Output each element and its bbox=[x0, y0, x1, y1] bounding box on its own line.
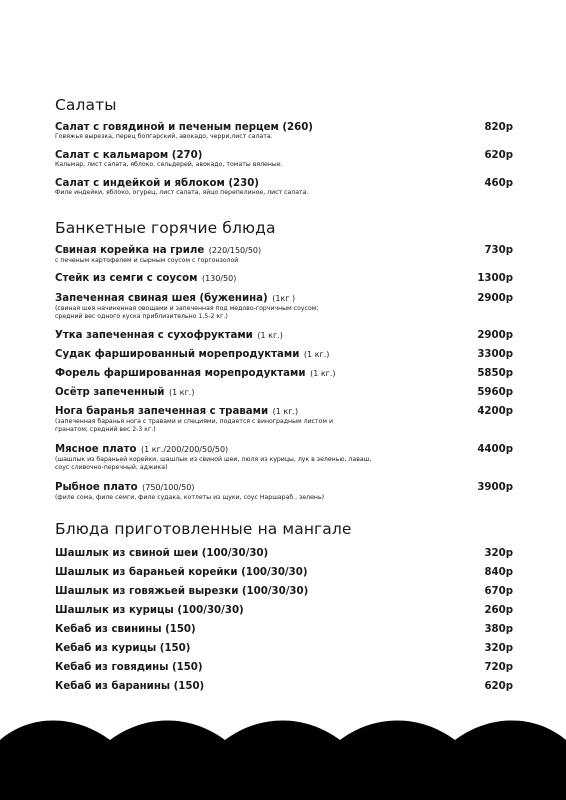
menu-item bbox=[55, 604, 513, 619]
menu-item bbox=[55, 566, 513, 581]
item-price: 840р bbox=[484, 567, 513, 578]
menu-item bbox=[55, 642, 513, 657]
item-description: Говяжья вырезка, перец болгарский, авокадо, черри,лист салата. bbox=[55, 133, 273, 140]
item-name bbox=[55, 481, 194, 494]
item-weight: (130/50) bbox=[199, 274, 237, 283]
item-price: 2900р bbox=[477, 330, 513, 341]
item-price: 4400р bbox=[477, 444, 513, 455]
menu-item bbox=[55, 661, 513, 676]
menu-item bbox=[55, 623, 513, 638]
item-price: 620р bbox=[484, 681, 513, 692]
item-name: Кебаб из свинины (150) bbox=[55, 624, 196, 635]
menu-item bbox=[55, 244, 513, 265]
item-description: (запеченная баранья нога с травами и специями, подается с виноградным листом и гранатом; средний вес 2-3 кг.) bbox=[55, 418, 334, 434]
item-price: 3300р bbox=[477, 349, 513, 360]
section-title-banquet-hot: Банкетные горячие блюда bbox=[55, 219, 276, 237]
item-price: 380р bbox=[484, 624, 513, 635]
item-name bbox=[55, 244, 261, 257]
item-price: 320р bbox=[484, 643, 513, 654]
item-weight: (1 кг.) bbox=[166, 388, 195, 397]
item-title: Стейк из семги с соусом bbox=[55, 273, 198, 284]
item-price: 670р bbox=[484, 586, 513, 597]
item-title: Мясное плато bbox=[55, 444, 137, 455]
item-name: Шашлык из бараньей корейки (100/30/30) bbox=[55, 567, 308, 578]
item-price: 720р bbox=[484, 662, 513, 673]
menu-item bbox=[55, 177, 513, 197]
item-description: (свиная шея начиненная овощами и запеченная под медово-горчичным соусом; средний вес одного куска приблизительно 1,5-2 кг.) bbox=[55, 305, 319, 321]
item-name bbox=[55, 292, 295, 305]
item-name bbox=[55, 329, 283, 342]
menu-item bbox=[55, 329, 513, 344]
item-price: 730р bbox=[484, 245, 513, 256]
item-weight: (750/100/50) bbox=[139, 483, 195, 492]
item-description: с печеным картофелем и сырным соусом с горгонзолой bbox=[55, 257, 239, 264]
section-title-grill: Блюда приготовленные на мангале bbox=[55, 520, 352, 538]
item-title: Запеченная свиная шея (буженина) bbox=[55, 293, 268, 304]
item-title: Утка запеченная с сухофруктами bbox=[55, 330, 253, 341]
item-title: Нога баранья запеченная с травами bbox=[55, 406, 269, 417]
item-name: Салат с говядиной и печеным перцем (260) bbox=[55, 122, 313, 133]
item-name bbox=[55, 405, 298, 418]
item-name: Кебаб из курицы (150) bbox=[55, 643, 191, 654]
item-price: 1300р bbox=[477, 273, 513, 284]
item-name: Шашлык из свиной шеи (100/30/30) bbox=[55, 548, 269, 559]
item-name bbox=[55, 348, 329, 361]
item-price: 3900р bbox=[477, 482, 513, 493]
item-description: Филе индейки, яблоко, огурец, лист салата, яйцо перепелиное, лист салата. bbox=[55, 189, 309, 196]
item-price: 820р bbox=[484, 122, 513, 133]
item-price: 320р bbox=[484, 548, 513, 559]
item-price: 460р bbox=[484, 178, 513, 189]
item-weight: (1 кг.) bbox=[301, 350, 330, 359]
menu-item bbox=[55, 405, 513, 435]
item-name: Салат с кальмаром (270) bbox=[55, 150, 203, 161]
menu-item bbox=[55, 585, 513, 600]
item-title: Свиная корейка на гриле bbox=[55, 245, 205, 256]
wave-shape bbox=[0, 721, 566, 800]
item-weight: (1кг ) bbox=[269, 294, 296, 303]
item-name: Шашлык из говяжьей вырезки (100/30/30) bbox=[55, 586, 309, 597]
item-name: Шашлык из курицы (100/30/30) bbox=[55, 605, 244, 616]
item-weight: (1 кг./200/200/50/50) bbox=[138, 445, 229, 454]
item-price: 620р bbox=[484, 150, 513, 161]
item-title: Осётр запеченный bbox=[55, 387, 165, 398]
menu-item bbox=[55, 348, 513, 363]
item-name: Кебаб из говядины (150) bbox=[55, 662, 203, 673]
item-name bbox=[55, 386, 194, 399]
item-description: Кальмар, лист салата, яблоко, сельдерей, авокадо, томаты вяленые. bbox=[55, 161, 283, 168]
menu-item bbox=[55, 443, 513, 473]
item-price: 4200р bbox=[477, 406, 513, 417]
item-weight: (1 кг.) bbox=[270, 407, 299, 416]
item-name bbox=[55, 367, 336, 380]
item-name bbox=[55, 272, 236, 285]
menu-item bbox=[55, 292, 513, 322]
item-name: Кебаб из баранины (150) bbox=[55, 681, 205, 692]
menu-item bbox=[55, 680, 513, 695]
item-description: (филе сома, филе семги, филе судака, котлеты из щуки, соус Наршараб , зелень) bbox=[55, 494, 325, 501]
menu-item bbox=[55, 386, 513, 401]
menu-item bbox=[55, 121, 513, 141]
item-weight: (1 кг.) bbox=[307, 369, 336, 378]
item-name bbox=[55, 443, 228, 456]
wave-footer-decoration bbox=[0, 704, 566, 800]
menu-item bbox=[55, 367, 513, 382]
menu-item bbox=[55, 272, 513, 287]
item-title: Форель фаршированная морепродуктами bbox=[55, 368, 306, 379]
item-weight: (220/150/50) bbox=[206, 246, 262, 255]
item-price: 5850р bbox=[477, 368, 513, 379]
item-title: Судак фаршированный морепродуктами bbox=[55, 349, 300, 360]
item-weight: (1 кг.) bbox=[254, 331, 283, 340]
item-title: Рыбное плато bbox=[55, 482, 138, 493]
item-price: 5960р bbox=[477, 387, 513, 398]
menu-item bbox=[55, 149, 513, 169]
item-description: (шашлык из бараньей корейки, шашлык из свиной шеи, люля из курицы, лук в зеленью, лаваш, соус сливочно-перечный, аджика) bbox=[55, 456, 372, 472]
menu-item bbox=[55, 547, 513, 562]
menu-item bbox=[55, 481, 513, 502]
section-title-salads: Салаты bbox=[55, 96, 117, 114]
item-price: 2900р bbox=[477, 293, 513, 304]
item-name: Салат с индейкой и яблоком (230) bbox=[55, 178, 259, 189]
item-price: 260р bbox=[484, 605, 513, 616]
